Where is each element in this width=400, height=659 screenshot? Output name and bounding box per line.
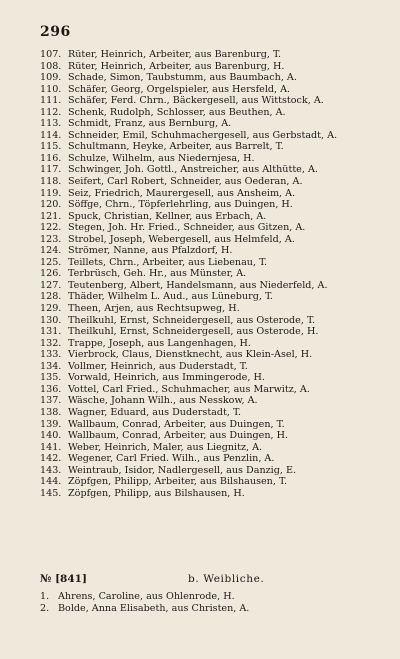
entry-text: Weintraub, Isidor, Nadlergesell, aus Danzig, E. [68, 464, 297, 476]
entry-number: 107. [40, 49, 62, 60]
list-item [40, 603, 392, 615]
entry-number: 130. [40, 314, 62, 326]
entry-text: Seiz, Friedrich, Maurergesell, aus Ansheim, A. [68, 187, 296, 199]
entry-number: 115. [40, 141, 62, 153]
entry-text: Ahrens, Caroline, aus Ohlenrode, H. [58, 591, 235, 602]
entry-text: Schäfer, Ferd. Chrn., Bäckergesell, aus Wittstock, A. [68, 95, 324, 107]
list-item [40, 488, 392, 500]
list-item [40, 188, 392, 200]
list-item [40, 465, 392, 477]
list-item [40, 430, 392, 442]
entry-text: Spuck, Christian, Kellner, aus Erbach, A. [68, 210, 267, 222]
entry-text: Wallbaum, Conrad, Arbeiter, aus Duingen, H. [68, 430, 289, 442]
entry-text: Bolde, Anna Elisabeth, aus Christen, A. [58, 603, 250, 614]
entry-number: 134. [40, 360, 62, 372]
entry-text: Thäder, Wilhelm L. Aud., aus Lüneburg, T. [68, 291, 273, 303]
entry-number: 127. [40, 279, 62, 291]
entry-number: 2. [40, 603, 50, 614]
list-item [40, 61, 392, 73]
section-title: b. Weibliche. [188, 573, 265, 585]
entry-list-female [40, 591, 392, 615]
entry-text: Weber, Heinrich, Maler, aus Liegnitz, A. [68, 441, 263, 453]
entry-text: Strömer, Nanne, aus Pfalzdorf, H. [68, 245, 233, 257]
list-item [40, 153, 392, 165]
list-item [40, 338, 392, 350]
list-item [40, 257, 392, 269]
list-item [40, 453, 392, 465]
list-item [40, 49, 392, 61]
entry-text: Schade, Simon, Taubstumm, aus Baumbach, A. [68, 72, 297, 84]
list-item [40, 349, 392, 361]
list-item [40, 176, 392, 188]
entry-text: Wagner, Eduard, aus Duderstadt, T. [68, 406, 242, 418]
entry-text: Schmidt, Franz, aus Bernburg, A. [68, 118, 232, 130]
entry-number: 129. [40, 303, 62, 315]
list-item [40, 72, 392, 84]
list-item [40, 95, 392, 107]
list-item [40, 419, 392, 431]
entry-text: Schenk, Rudolph, Schlosser, aus Beuthen, A. [68, 106, 286, 118]
entry-number: 111. [40, 95, 62, 107]
entry-text: Terbrüsch, Geh. Hr., aus Münster, A. [68, 268, 247, 280]
list-item [40, 361, 392, 373]
entry-text: Teutenberg, Albert, Handelsmann, aus Niederfeld, A. [68, 279, 328, 291]
entry-number: 141. [40, 441, 62, 453]
entry-text: Vollmer, Heinrich, aus Duderstadt, T. [68, 360, 248, 372]
entry-number: 144. [40, 476, 62, 488]
entry-number: 108. [40, 60, 62, 72]
list-item [40, 372, 392, 384]
entry-number: 131. [40, 326, 62, 338]
entry-number: 142. [40, 453, 62, 465]
entry-text: Schultmann, Heyke, Arbeiter, aus Barrelt, T. [68, 141, 284, 153]
entry-text: Schneider, Emil, Schuhmachergesell, aus Gerbstadt, A. [68, 129, 338, 141]
entry-text: Vottel, Carl Fried., Schuhmacher, aus Marwitz, A. [68, 383, 310, 395]
entry-text: Seifert, Carl Robert, Schneider, aus Oederan, A. [68, 176, 303, 188]
page-number: 296 [40, 24, 71, 40]
entry-number: 133. [40, 349, 62, 361]
entry-text: Schwinger, Joh. Gottl., Anstreicher, aus Althütte, A. [68, 164, 318, 176]
list-item [40, 303, 392, 315]
list-item [40, 442, 392, 454]
list-item [40, 141, 392, 153]
entry-list [40, 49, 392, 499]
entry-number: 137. [40, 395, 62, 407]
entry-number: 112. [40, 106, 62, 118]
entry-number: 110. [40, 83, 62, 95]
list-item [40, 315, 392, 327]
list-item [40, 211, 392, 223]
entry-text: Wegener, Carl Fried. Wilh., aus Penzlin, A. [68, 453, 275, 465]
entry-text: Rüter, Heinrich, Arbeiter, aus Barenburg, T. [68, 49, 281, 60]
entry-text: Strobel, Joseph, Webergesell, aus Helmfeld, A. [68, 233, 295, 245]
list-item [40, 130, 392, 142]
entry-text: Zöpfgen, Philipp, aus Bilshausen, H. [68, 487, 245, 499]
entry-text: Schulze, Wilhelm, aus Niedernjesa, H. [68, 152, 255, 164]
entry-number: 116. [40, 152, 62, 164]
list-item [40, 407, 392, 419]
list-item [40, 164, 392, 176]
entry-number: 126. [40, 268, 62, 280]
entry-number: 120. [40, 199, 62, 211]
list-item [40, 222, 392, 234]
section-reference: № [841] [40, 573, 87, 585]
entry-number: 124. [40, 245, 62, 257]
entry-text: Stegen, Joh. Hr. Fried., Schneider, aus Gitzen, A. [68, 222, 306, 234]
entry-text: Rüter, Heinrich, Arbeiter, aus Barenburg, H. [68, 60, 285, 72]
list-item [40, 384, 392, 396]
list-item [40, 591, 392, 603]
entry-number: 119. [40, 187, 62, 199]
entry-number: 122. [40, 222, 62, 234]
list-item [40, 291, 392, 303]
entry-number: 117. [40, 164, 62, 176]
entry-number: 114. [40, 129, 62, 141]
entry-text: Vorwald, Heinrich, aus Immingerode, H. [68, 372, 265, 384]
entry-number: 128. [40, 291, 62, 303]
entry-number: 138. [40, 406, 62, 418]
entry-text: Schäfer, Georg, Orgelspieler, aus Hersfeld, A. [68, 83, 291, 95]
list-item [40, 280, 392, 292]
entry-number: 109. [40, 72, 62, 84]
entry-text: Theen, Arjen, aus Rechtsupweg, H. [68, 303, 240, 315]
list-item [40, 107, 392, 119]
list-item [40, 326, 392, 338]
list-item [40, 234, 392, 246]
entry-number: 125. [40, 256, 62, 268]
entry-text: Wallbaum, Conrad, Arbeiter, aus Duingen, T. [68, 418, 285, 430]
list-item [40, 245, 392, 257]
entry-number: 143. [40, 464, 62, 476]
entry-text: Trappe, Joseph, aus Langenhagen, H. [68, 337, 251, 349]
entry-number: 136. [40, 383, 62, 395]
entry-number: 145. [40, 487, 62, 499]
entry-number: 118. [40, 176, 62, 188]
entry-number: 123. [40, 233, 62, 245]
list-item [40, 199, 392, 211]
list-item [40, 476, 392, 488]
entry-number: 140. [40, 430, 62, 442]
list-item [40, 84, 392, 96]
entry-text: Theilkuhl, Ernst, Schneidergesell, aus Osterode, T. [68, 314, 315, 326]
list-item [40, 268, 392, 280]
entry-text: Wäsche, Johann Wilh., aus Nesskow, A. [68, 395, 258, 407]
entry-number: 113. [40, 118, 62, 130]
entry-number: 1. [40, 591, 50, 602]
entry-text: Teillets, Chrn., Arbeiter, aus Liebenau, T. [68, 256, 268, 268]
list-item [40, 395, 392, 407]
entry-number: 121. [40, 210, 62, 222]
entry-text: Theilkuhl, Ernst, Schneidergesell, aus Osterode, H. [68, 326, 319, 338]
list-item [40, 118, 392, 130]
entry-text: Zöpfgen, Philipp, Arbeiter, aus Bilshausen, T. [68, 476, 287, 488]
entry-number: 139. [40, 418, 62, 430]
entry-number: 132. [40, 337, 62, 349]
entry-number: 135. [40, 372, 62, 384]
entry-text: Söffge, Chrn., Töpferlehrling, aus Duingen, H. [68, 199, 293, 211]
entry-text: Vierbrock, Claus, Dienstknecht, aus Klein-Asel, H. [68, 349, 313, 361]
section-header [40, 573, 392, 587]
